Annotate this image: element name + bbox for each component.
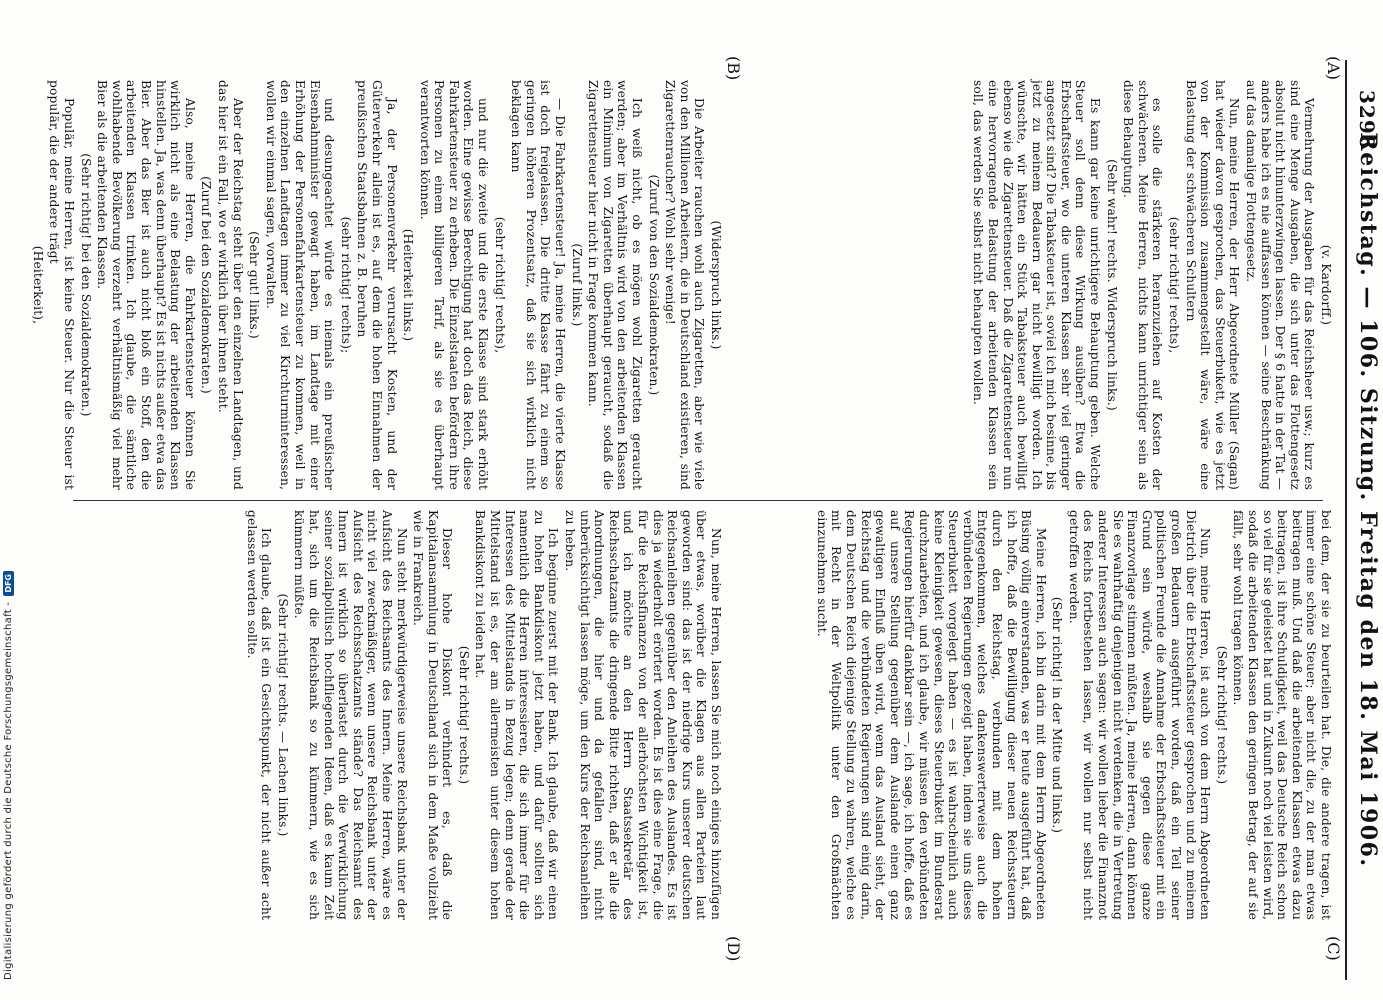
right-column-top — [733, 510, 1333, 920]
interjection: (Sehr richtig! rechts.) — [456, 645, 471, 785]
margin-marker-c: (C) — [1324, 936, 1343, 961]
paragraph: Aber der Reichstag steht über den einzelnen Landtagen, und das hier ist ein Fall, wo er wirklich über ihnen steht. — [216, 80, 245, 490]
interjection: (Sehr wahr! rechts. Widerspruch links.) — [1104, 159, 1119, 411]
footer-strip — [0, 0, 16, 1000]
paragraph: Ich weiß nicht, ob es mögen wohl Zigaretten geraucht werden; aber im Verhältnis wird von den arbeitenden Klassen ein Minimum von Zigaretten überhaupt geraucht, sodaß die Zigarettensteuer hier nicht in Frage kommen kann. — [586, 80, 645, 490]
paragraph: und nur die zweite und die erste Klasse sind stark erhöht worden. Eine gewisse Berechtigung hat doch das Reich, diese Fahrkartensteuer zu erheben. Die Einzelstaaten befördern ihre Personen zu einem billigeren Tarif, als sie es überhaupt verantworten können. — [417, 80, 491, 490]
right-column-bottom — [163, 510, 723, 920]
header-rule — [1345, 60, 1347, 980]
interjection: (Sehr richtig! rechts.) — [1214, 645, 1229, 785]
paragraph: Die Arbeiter rauchen wohl auch Zigaretten, aber wie viele von den Millionen Arbeitern, die in Deutschland existieren, sind Zigarettenraucher? Wohl sehr wenige! — [663, 80, 707, 490]
speaker-label: (v. Kardorff.) — [1319, 244, 1333, 326]
paragraph: Also, meine Herren, die Fahrkartensteuer können Sie wirklich nicht als eine Belastung der arbeitenden Klassen hinstellen. Ja, was denn überhaupt? Es ist nichts außer etwa das Bier. Aber das Bier ist auch nicht bloß ein Stoff, den die arbeitenden Klassen trinken. Ich glaube, die sämtliche wohlhabende Bevölkerung verzehrt verhältnismäßig viel mehr Bier als die arbeitenden Klassen. — [95, 80, 197, 490]
paragraph: — Die Fahrkartensteuer! Ja, meine Herren, die vierte Klasse ist doch freigelassen. Die dritte Klasse fährt zu einem so geringen höheren Prozentsatz, daß sie sich wirklich nicht beklagen kann — [509, 80, 568, 490]
page-number: 3298 — [1355, 90, 1379, 150]
paragraph: Nun, meine Herren, der Herr Abgeordnete Müller (Sagan) hat wieder davon gesprochen, das Steuerbukett, wie es jetzt von der Kommission zusammengestellt wäre, wäre eine Belastung der schwächeren Schultern — [1183, 80, 1242, 490]
paragraph: Dieser hohe Diskont verhindert es, daß die Kapitalansammlung in Deutschland sich in dem Maße vollzieht wie in Frankreich. — [411, 510, 455, 920]
paragraph: Meine Herren, ich bin darin mit dem Herrn Abgeordneten Büsing völlig einverstanden, was er heute ausgeführt hat, daß ich hoffe, daß die Bewilligung dieser neuen Reichssteuern durch den Reichstag, verbunden mit dem hohen Entgegenkommen, welches dankenswerterweise auch die verbündeten Regierungen gezeigt haben, indem sie uns dieses Steuerbukett vorgelegt haben — es ist wahrscheinlich auch keine Kleinigkeit gewesen, dieses Steuerbukett im Bundesrat durchzuarbeiten, und ich glaube, wir müssen den verbündeten Regierungen hierfür dankbar sein —, ich sage, ich hoffe, daß es auf unsere Stellung gegenüber dem Auslande einen ganz gewaltigen Einfluß üben wird, wenn das Ausland sieht, der Reichstag und die verbündeten Regierungen sind einig darin, dem Deutschen Reich diejenige Stellung zu wahren, welche es mit Recht in der Weltpolitik unter den Großmächten einzunehmen sucht. — [814, 510, 1048, 920]
footer-text: Digitalisierung gefördert durch die Deutsche Forschungsgemeinschaft - — [2, 601, 14, 980]
left-column-top — [733, 80, 1333, 490]
interjection: (Sehr gut! links.) — [247, 231, 262, 339]
paragraph: Nun, meine Herren, ist auch von dem Herrn Abgeordneten Dietrich über die Erbschaftssteuer gesprochen und zu meinem großen Bedauern ausgeführt worden, daß ein Teil seiner politischen Freunde die Annahme der Erbschaftssteuer mit ein Grund sein würde, weshalb sie gegen diese ganze Finanzvorlage stimmen müßten. Ja, meine Herren, dann können Sie es wahrhaftig denjenigen nicht verdenken, die in Vertretung anderer Interessen auch sagen: wir wollen lieber die Finanznot des Reichs fortbestehen lassen, wir wollen nur selbst nicht getroffen werden. — [1066, 510, 1213, 920]
paragraph: Populär, meine Herren, ist keine Steuer. Nur die Steuer ist populär, die der andere trägt — [47, 80, 77, 490]
margin-marker-d: (D) — [724, 936, 743, 962]
paragraph: Es kann gar keine unrichtigere Behauptung geben. Welche Steuer soll denn diese Wirkung ausüben? Etwa die Erbschaftssteuer, wo die unteren Klassen sehr viel geringer angesetzt sind? Die Tabaksteuer ist, soviel ich mich besinne, bis jetzt zu meinem Bedauern gar nicht bewilligt worden. Ich wünschte, wir hätten ein Stück Tabaksteuer auch bewilligt ebenso wie die Zigarettensteuer. Daß die Zigarettensteuer nun eine hervorragende Belastung der arbeitenden Klassen sein soll, das werden Sie selbst nicht behaupten wollen. — [971, 80, 1103, 490]
paragraph: Ich glaube, daß ist ein Gesichtspunkt, der nicht außer acht gelassen werden sollte. — [244, 510, 274, 920]
interjection: (Widerspruch links.) — [709, 220, 723, 350]
page-header — [1333, 0, 1383, 1000]
digitization-footer — [0, 0, 16, 1000]
interjection: (Sehr richtig! bei den Sozialdemokraten.) — [78, 153, 93, 417]
interjection: (Zuruf von den Sozialdemokraten.) — [646, 174, 661, 396]
left-column-bottom — [30, 80, 723, 490]
paragraph: Nun steht merkwürdigerweise unsere Reichsbank unter der Aufsicht des Reichsamts des Innern. Meine Herren, wäre es nicht viel zweckmäßiger, wenn unsere Reichsbank unter der Aufsicht des Reichsschatzamts stände? Das Reichsamt des Innern ist wirklich so überlastet durch die Verwirklichung seiner sozialpolitisch hochfliegenden Ideen, daß es kaum Zeit hat, sich um die Reichsbank so zu kümmern, wie es sich kümmern müßte. — [292, 510, 409, 920]
interjection: (sehr richtig! rechts), — [492, 216, 507, 354]
margin-marker-b: (B) — [724, 56, 743, 81]
interjection: (Zuruf links.) — [569, 243, 584, 327]
interjection: (Heiterkeit), — [30, 245, 45, 325]
paragraph: es solle die stärkeren heranzuziehen auf Kosten der schwächeren. Meine Herren, nichts kann unrichtiger sein als diese Behauptung. — [1121, 80, 1165, 490]
interjection: (Sehr richtig! rechts. — Lachen links.) — [275, 593, 290, 837]
interjection: (sehr richtig! rechts), — [1167, 216, 1182, 354]
paragraph: und desungeachtet würde es niemals ein preußischer Eisenbahnminister gewagt haben, im Landtage mit einer Erhöhung der Personenfahrkartensteuer zu kommen, weil in den einzelnen Landtagen immer zu viel Kirchturminteressen, wollen wir einmal sagen, vorwalten. — [263, 80, 337, 490]
paragraph: Vermehrung der Ausgaben für das Reichsheer usw.; kurz es sind eine Menge Ausgaben, die sich unter das Flottengesetz absolut nicht hinunterzwingen lassen. Der § 6 hatte in der Tat — anders habe ich es nie auffassen können — seine Beschränkung auf das damalige Flottengesetz. — [1244, 80, 1317, 490]
paragraph: bei dem, der sie zu beurteilen hat. Die, die andere tragen, ist immer eine schöne Steuer; aber nicht die, zu der man etwas beitragen muß. Und daß die arbeitenden Klassen etwas dazu beitragen, ist ihre Schuldigkeit, weil das Deutsche Reich schon so viel für sie geleistet hat und in Zukunft noch viel leisten wird, sodaß die arbeitenden Klassen den geringen Betrag, der auf sie fällt, sehr wohl tragen können. — [1231, 510, 1333, 920]
interjection: (Heiterkeit links.) — [401, 228, 416, 342]
interjection: (Zuruf bei den Sozialdemokraten.) — [199, 176, 214, 394]
interjection: (sehr richtig! rechts); — [338, 216, 353, 354]
margin-marker-a: (A) — [1324, 56, 1343, 81]
column-divider — [73, 500, 1323, 501]
paragraph: Ja, der Personenverkehr verursacht Kosten, und der Güterverkehr allein ist es, auf dem die hohen Einnahmen der preußischen Staatsbahnen z. B. beruhen — [355, 80, 399, 490]
interjection: (Sehr richtig! in der Mitte und links.) — [1050, 596, 1065, 834]
running-title: Reichstag. — 106. Sitzung. Freitag den 18. Mai 1906. — [1355, 132, 1381, 868]
paragraph: Ich beginne zuerst mit der Bank. Ich glaube, daß wir einen zu hohen Bankdiskont jetzt haben, und dafür sollten sich namentlich die Herren interessieren, die sich immer für die Interessen des Mittelstands in Bezug legen; denn gerade der Mittelstand ist es, der am allermeisten unter diesem hohen Bankdiskont zu leiden hat. — [473, 510, 561, 920]
dfg-logo-icon: DFG — [3, 571, 14, 596]
paragraph: Nun, meine Herren, lassen Sie mich noch einiges hinzufügen über etwas, worüber die Klagen aus allen Parteien laut geworden sind: das ist der niedrige Kurs unserer deutschen Reichsanleihen gegenüber den Anleihen des Auslandes. Es ist dies ja wiederholt erörtert worden. Es ist dies eine Frage, die für die Reichsfinanzen von der allerhöchsten Wichtigkeit ist, und ich möchte an den Herrn Staatssekretär des Reichsschatzamts die dringende Bitte richten, daß er alle die Anordnungen, die hier und da gefallen sind, nicht unberücksichtigt lassen möge, um den Kurs der Reichsanleihen zu heben. — [563, 510, 723, 920]
